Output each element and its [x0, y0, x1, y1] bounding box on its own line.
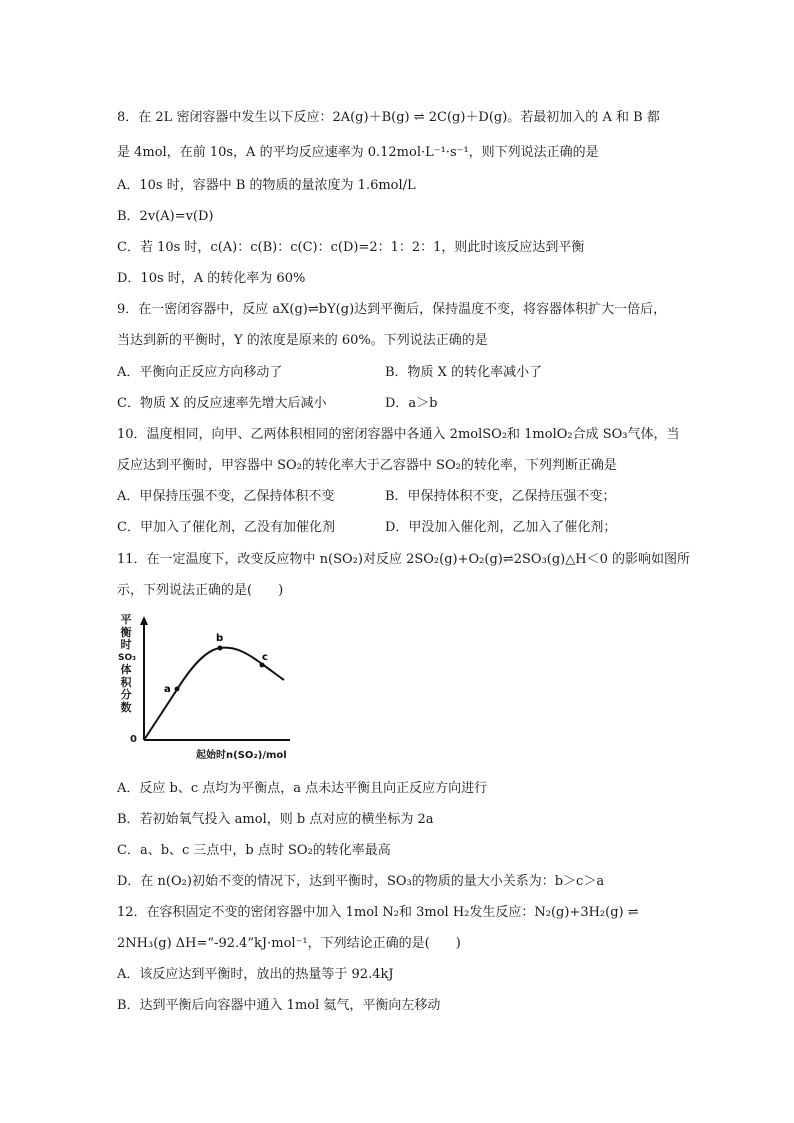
y-label-char: 时: [120, 638, 132, 651]
q8-option-c: C．若 10s 时，c(A)：c(B)：c(C)：c(D)=2：1：2：1，则此时该反应达到平衡: [117, 240, 585, 255]
q11-option-b: B．若初始氧气投入 amol，则 b 点对应的横坐标为 2a: [117, 812, 434, 827]
q9-option-a: A．平衡向正反应方向移动了: [117, 365, 283, 380]
y-label-char: SO₃: [118, 652, 137, 663]
q11-figure: [114, 608, 294, 760]
q10-stem-line1: 10．温度相同，向甲、乙两体积相同的密闭容器中各通入 2molSO₂和 1molO₂合成 SO₃气体，当: [117, 427, 680, 442]
point-a-marker: [175, 687, 180, 692]
y-label-char: 积: [120, 675, 132, 689]
q11-stem-line1: 11．在一定温度下，改变反应物中 n(SO₂)对反应 2SO₂(g)+O₂(g)⇌2SO₃(g)△H＜0 的影响如图所: [117, 552, 690, 567]
x-axis-label: 起始时n(SO₂)/mol: [196, 750, 287, 761]
q9-option-c: C．物质 X 的反应速率先增大后减小: [117, 396, 327, 411]
y-label-char: 数: [120, 700, 132, 714]
q8-option-b: B．2v(A)=v(D): [117, 209, 214, 224]
q12-option-b: B．达到平衡后向容器中通入 1mol 氦气，平衡向左移动: [117, 998, 441, 1013]
q10-stem-line2: 反应达到平衡时，甲容器中 SO₂的转化率大于乙容器中 SO₂的转化率，下列判断正确是: [117, 458, 617, 473]
q10-option-a: A．甲保持压强不变，乙保持体积不变: [117, 489, 335, 504]
point-b-label: b: [216, 633, 224, 644]
q12-stem-line1: 12．在容积固定不变的密闭容器中加入 1mol N₂和 3mol H₂发生反应：N₂(g)+3H₂(g) ⇌: [117, 905, 639, 920]
q9-stem-line2: 当达到新的平衡时，Y 的浓度是原来的 60%。下列说法正确的是: [117, 333, 488, 348]
point-c-marker: [260, 663, 265, 668]
q11-option-c: C．a、b、c 三点中，b 点时 SO₂的转化率最高: [117, 843, 391, 858]
point-c-label: c: [262, 652, 268, 663]
q8-stem-line2: 是 4mol，在前 10s，A 的平均反应速率为 0.12mol·L⁻¹·s⁻¹，则下列说法正确的是: [117, 145, 599, 160]
y-label-char: 衡: [120, 625, 132, 639]
q11-option-a: A．反应 b、c 点均为平衡点，a 点未达平衡且向正反应方向进行: [117, 781, 488, 796]
y-axis-arrow: [140, 616, 148, 625]
y-label-char: 分: [120, 688, 132, 701]
y-label-char: 平: [120, 613, 132, 626]
origin-label: 0: [130, 734, 137, 745]
y-label-char: 体: [120, 663, 132, 676]
point-a-label: a: [164, 684, 171, 695]
q10-option-d: D．甲没加入催化剂，乙加入了催化剂；: [385, 520, 617, 535]
q9-option-d: D．a＞b: [385, 396, 438, 411]
q9-stem-line1: 9．在一密闭容器中，反应 aX(g)⇌bY(g)达到平衡后，保持温度不变，将容器体积扩大一倍后，: [117, 302, 667, 317]
q12-stem-line2: 2NH₃(g) ΔH=“-92.4”kJ·mol⁻¹，下列结论正确的是( ): [117, 936, 461, 951]
q10-option-c: C．甲加入了催化剂，乙没有加催化剂: [117, 520, 335, 535]
q11-graph: [114, 608, 294, 760]
q8-stem-line1: 8．在 2L 密闭容器中发生以下反应：2A(g)＋B(g) ⇌ 2C(g)＋D(g)。若最初加入的 A 和 B 都: [117, 110, 660, 125]
q9-option-b: B．物质 X 的转化率减小了: [385, 365, 543, 380]
q8-option-d: D．10s 时，A 的转化率为 60%: [117, 271, 306, 286]
q8-option-a: A．10s 时，容器中 B 的物质的量浓度为 1.6mol/L: [117, 178, 416, 193]
point-b-marker: [218, 646, 223, 651]
q12-option-a: A．该反应达到平衡时，放出的热量等于 92.4kJ: [117, 967, 394, 982]
q11-option-d: D．在 n(O₂)初始不变的情况下，达到平衡时，SO₃的物质的量大小关系为：b＞c＞a: [117, 874, 605, 889]
q11-stem-line2: 示，下列说法正确的是( ): [117, 583, 284, 598]
q10-option-b: B．甲保持体积不变，乙保持压强不变；: [385, 489, 616, 504]
